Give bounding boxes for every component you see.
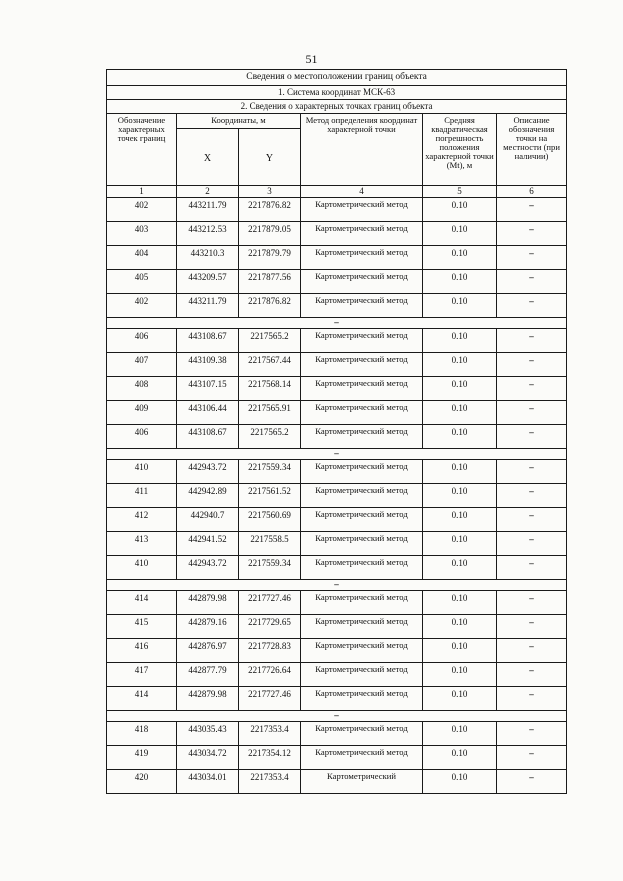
table-row	[107, 294, 567, 318]
table-row	[107, 377, 567, 401]
description-cell: –	[497, 532, 567, 556]
accuracy-cell: 0.10	[423, 222, 497, 246]
method-cell: Картометрический	[301, 770, 423, 794]
group-separator-row	[107, 711, 567, 722]
description-cell: –	[497, 687, 567, 711]
point-id-cell: 402	[107, 198, 177, 222]
accuracy-cell: 0.10	[423, 270, 497, 294]
column-number: 6	[497, 186, 567, 198]
point-id-cell: 404	[107, 246, 177, 270]
point-id-cell: 416	[107, 639, 177, 663]
column-number: 1	[107, 186, 177, 198]
table-row	[107, 460, 567, 484]
y-coordinate-cell: 2217567.44	[239, 353, 301, 377]
accuracy-cell: 0.10	[423, 770, 497, 794]
x-coordinate-cell: 443212.53	[177, 222, 239, 246]
table-row	[107, 508, 567, 532]
accuracy-cell: 0.10	[423, 198, 497, 222]
accuracy-cell: 0.10	[423, 639, 497, 663]
points-section-title: 2. Сведения о характерных точках границ объекта	[107, 100, 567, 114]
method-cell: Картометрический метод	[301, 663, 423, 687]
x-coordinate-cell: 443211.79	[177, 294, 239, 318]
table-row	[107, 687, 567, 711]
y-coordinate-cell: 2217565.91	[239, 401, 301, 425]
method-cell: Картометрический метод	[301, 687, 423, 711]
group-separator: –	[107, 449, 567, 460]
table-row	[107, 663, 567, 687]
description-cell: –	[497, 663, 567, 687]
y-coordinate-cell: 2217565.2	[239, 425, 301, 449]
description-cell: –	[497, 770, 567, 794]
points-section-row	[107, 100, 567, 114]
x-coordinate-cell: 442943.72	[177, 460, 239, 484]
y-coordinate-cell: 2217565.2	[239, 329, 301, 353]
method-cell: Картометрический метод	[301, 484, 423, 508]
accuracy-cell: 0.10	[423, 687, 497, 711]
method-cell: Картометрический метод	[301, 222, 423, 246]
y-coordinate-cell: 2217560.69	[239, 508, 301, 532]
x-coordinate-cell: 443034.01	[177, 770, 239, 794]
accuracy-cell: 0.10	[423, 353, 497, 377]
y-coordinate-cell: 2217568.14	[239, 377, 301, 401]
point-id-cell: 403	[107, 222, 177, 246]
x-coordinate-cell: 443107.15	[177, 377, 239, 401]
header-point-id: Обозначение характерных точек границ	[107, 114, 177, 186]
header-accuracy: Средняя квадратическая погрешность положения характерной точки (Mt), м	[423, 114, 497, 186]
header-description: Описание обозначения точки на местности (при наличии)	[497, 114, 567, 186]
y-coordinate-cell: 2217879.79	[239, 246, 301, 270]
method-cell: Картометрический метод	[301, 294, 423, 318]
point-id-cell: 409	[107, 401, 177, 425]
method-cell: Картометрический метод	[301, 425, 423, 449]
table-title: Сведения о местоположении границ объекта	[107, 70, 567, 86]
x-coordinate-cell: 443209.57	[177, 270, 239, 294]
accuracy-cell: 0.10	[423, 663, 497, 687]
point-id-cell: 418	[107, 722, 177, 746]
description-cell: –	[497, 222, 567, 246]
description-cell: –	[497, 353, 567, 377]
y-coordinate-cell: 2217727.46	[239, 687, 301, 711]
x-coordinate-cell: 443035.43	[177, 722, 239, 746]
method-cell: Картометрический метод	[301, 460, 423, 484]
table-row	[107, 615, 567, 639]
accuracy-cell: 0.10	[423, 591, 497, 615]
y-coordinate-cell: 2217559.34	[239, 460, 301, 484]
description-cell: –	[497, 639, 567, 663]
table-row	[107, 484, 567, 508]
group-separator-row	[107, 580, 567, 591]
point-id-cell: 419	[107, 746, 177, 770]
x-coordinate-cell: 442942.89	[177, 484, 239, 508]
group-separator: –	[107, 711, 567, 722]
accuracy-cell: 0.10	[423, 329, 497, 353]
point-id-cell: 410	[107, 556, 177, 580]
x-coordinate-cell: 443108.67	[177, 329, 239, 353]
accuracy-cell: 0.10	[423, 615, 497, 639]
method-cell: Картометрический метод	[301, 270, 423, 294]
table-row	[107, 532, 567, 556]
table-row	[107, 556, 567, 580]
accuracy-cell: 0.10	[423, 425, 497, 449]
point-id-cell: 414	[107, 687, 177, 711]
x-coordinate-cell: 442877.79	[177, 663, 239, 687]
x-coordinate-cell: 443211.79	[177, 198, 239, 222]
description-cell: –	[497, 591, 567, 615]
method-cell: Картометрический метод	[301, 401, 423, 425]
point-id-cell: 405	[107, 270, 177, 294]
accuracy-cell: 0.10	[423, 556, 497, 580]
y-coordinate-cell: 2217726.64	[239, 663, 301, 687]
description-cell: –	[497, 270, 567, 294]
x-coordinate-cell: 442940.7	[177, 508, 239, 532]
point-id-cell: 402	[107, 294, 177, 318]
group-separator: –	[107, 580, 567, 591]
y-coordinate-cell: 2217559.34	[239, 556, 301, 580]
accuracy-cell: 0.10	[423, 294, 497, 318]
table-row	[107, 222, 567, 246]
table-row	[107, 270, 567, 294]
accuracy-cell: 0.10	[423, 722, 497, 746]
y-coordinate-cell: 2217561.52	[239, 484, 301, 508]
y-coordinate-cell: 2217728.83	[239, 639, 301, 663]
description-cell: –	[497, 615, 567, 639]
y-coordinate-cell: 2217353.4	[239, 722, 301, 746]
boundary-points-table	[106, 69, 567, 794]
y-coordinate-cell: 2217354.12	[239, 746, 301, 770]
table-row	[107, 329, 567, 353]
x-coordinate-cell: 443109.38	[177, 353, 239, 377]
description-cell: –	[497, 198, 567, 222]
accuracy-cell: 0.10	[423, 532, 497, 556]
point-id-cell: 411	[107, 484, 177, 508]
table-row	[107, 401, 567, 425]
table-row	[107, 246, 567, 270]
method-cell: Картометрический метод	[301, 615, 423, 639]
description-cell: –	[497, 377, 567, 401]
column-numbers-row	[107, 186, 567, 198]
point-id-cell: 406	[107, 425, 177, 449]
method-cell: Картометрический метод	[301, 377, 423, 401]
y-coordinate-cell: 2217558.5	[239, 532, 301, 556]
accuracy-cell: 0.10	[423, 246, 497, 270]
table-row	[107, 639, 567, 663]
method-cell: Картометрический метод	[301, 556, 423, 580]
method-cell: Картометрический метод	[301, 198, 423, 222]
method-cell: Картометрический метод	[301, 746, 423, 770]
description-cell: –	[497, 294, 567, 318]
x-coordinate-cell: 442879.16	[177, 615, 239, 639]
header-coordinates: Координаты, м	[177, 114, 301, 129]
point-id-cell: 420	[107, 770, 177, 794]
accuracy-cell: 0.10	[423, 508, 497, 532]
y-coordinate-cell: 2217727.46	[239, 591, 301, 615]
coordinate-system: 1. Система координат МСК-63	[107, 86, 567, 100]
table-row	[107, 198, 567, 222]
x-coordinate-cell: 442879.98	[177, 591, 239, 615]
table-row	[107, 425, 567, 449]
table-row	[107, 353, 567, 377]
page-number: 51	[305, 52, 318, 66]
point-id-cell: 414	[107, 591, 177, 615]
point-id-cell: 408	[107, 377, 177, 401]
description-cell: –	[497, 246, 567, 270]
description-cell: –	[497, 746, 567, 770]
header-row	[107, 114, 567, 129]
accuracy-cell: 0.10	[423, 460, 497, 484]
description-cell: –	[497, 508, 567, 532]
x-coordinate-cell: 443106.44	[177, 401, 239, 425]
point-id-cell: 415	[107, 615, 177, 639]
method-cell: Картометрический метод	[301, 508, 423, 532]
method-cell: Картометрический метод	[301, 329, 423, 353]
y-coordinate-cell: 2217876.82	[239, 294, 301, 318]
point-id-cell: 413	[107, 532, 177, 556]
accuracy-cell: 0.10	[423, 746, 497, 770]
x-coordinate-cell: 442879.98	[177, 687, 239, 711]
accuracy-cell: 0.10	[423, 377, 497, 401]
x-coordinate-cell: 442941.52	[177, 532, 239, 556]
y-coordinate-cell: 2217729.65	[239, 615, 301, 639]
column-number: 2	[177, 186, 239, 198]
method-cell: Картометрический метод	[301, 591, 423, 615]
accuracy-cell: 0.10	[423, 484, 497, 508]
y-coordinate-cell: 2217353.4	[239, 770, 301, 794]
table-title-row	[107, 70, 567, 86]
method-cell: Картометрический метод	[301, 639, 423, 663]
y-coordinate-cell: 2217876.82	[239, 198, 301, 222]
table-row	[107, 591, 567, 615]
column-number: 5	[423, 186, 497, 198]
y-coordinate-cell: 2217877.56	[239, 270, 301, 294]
x-coordinate-cell: 442876.97	[177, 639, 239, 663]
description-cell: –	[497, 722, 567, 746]
point-id-cell: 407	[107, 353, 177, 377]
description-cell: –	[497, 425, 567, 449]
group-separator-row	[107, 318, 567, 329]
point-id-cell: 406	[107, 329, 177, 353]
point-id-cell: 412	[107, 508, 177, 532]
column-number: 3	[239, 186, 301, 198]
accuracy-cell: 0.10	[423, 401, 497, 425]
group-separator-row	[107, 449, 567, 460]
description-cell: –	[497, 401, 567, 425]
description-cell: –	[497, 460, 567, 484]
description-cell: –	[497, 329, 567, 353]
group-separator: –	[107, 318, 567, 329]
x-coordinate-cell: 443108.67	[177, 425, 239, 449]
x-coordinate-cell: 442943.72	[177, 556, 239, 580]
y-coordinate-cell: 2217879.05	[239, 222, 301, 246]
method-cell: Картометрический метод	[301, 722, 423, 746]
column-number: 4	[301, 186, 423, 198]
header-y: Y	[239, 129, 301, 186]
x-coordinate-cell: 443034.72	[177, 746, 239, 770]
method-cell: Картометрический метод	[301, 353, 423, 377]
header-x: X	[177, 129, 239, 186]
table-row	[107, 722, 567, 746]
header-method: Метод определения координат характерной точки	[301, 114, 423, 186]
description-cell: –	[497, 484, 567, 508]
method-cell: Картометрический метод	[301, 532, 423, 556]
point-id-cell: 410	[107, 460, 177, 484]
description-cell: –	[497, 556, 567, 580]
table-row	[107, 770, 567, 794]
method-cell: Картометрический метод	[301, 246, 423, 270]
table-row	[107, 746, 567, 770]
coordinate-system-row	[107, 86, 567, 100]
point-id-cell: 417	[107, 663, 177, 687]
x-coordinate-cell: 443210.3	[177, 246, 239, 270]
